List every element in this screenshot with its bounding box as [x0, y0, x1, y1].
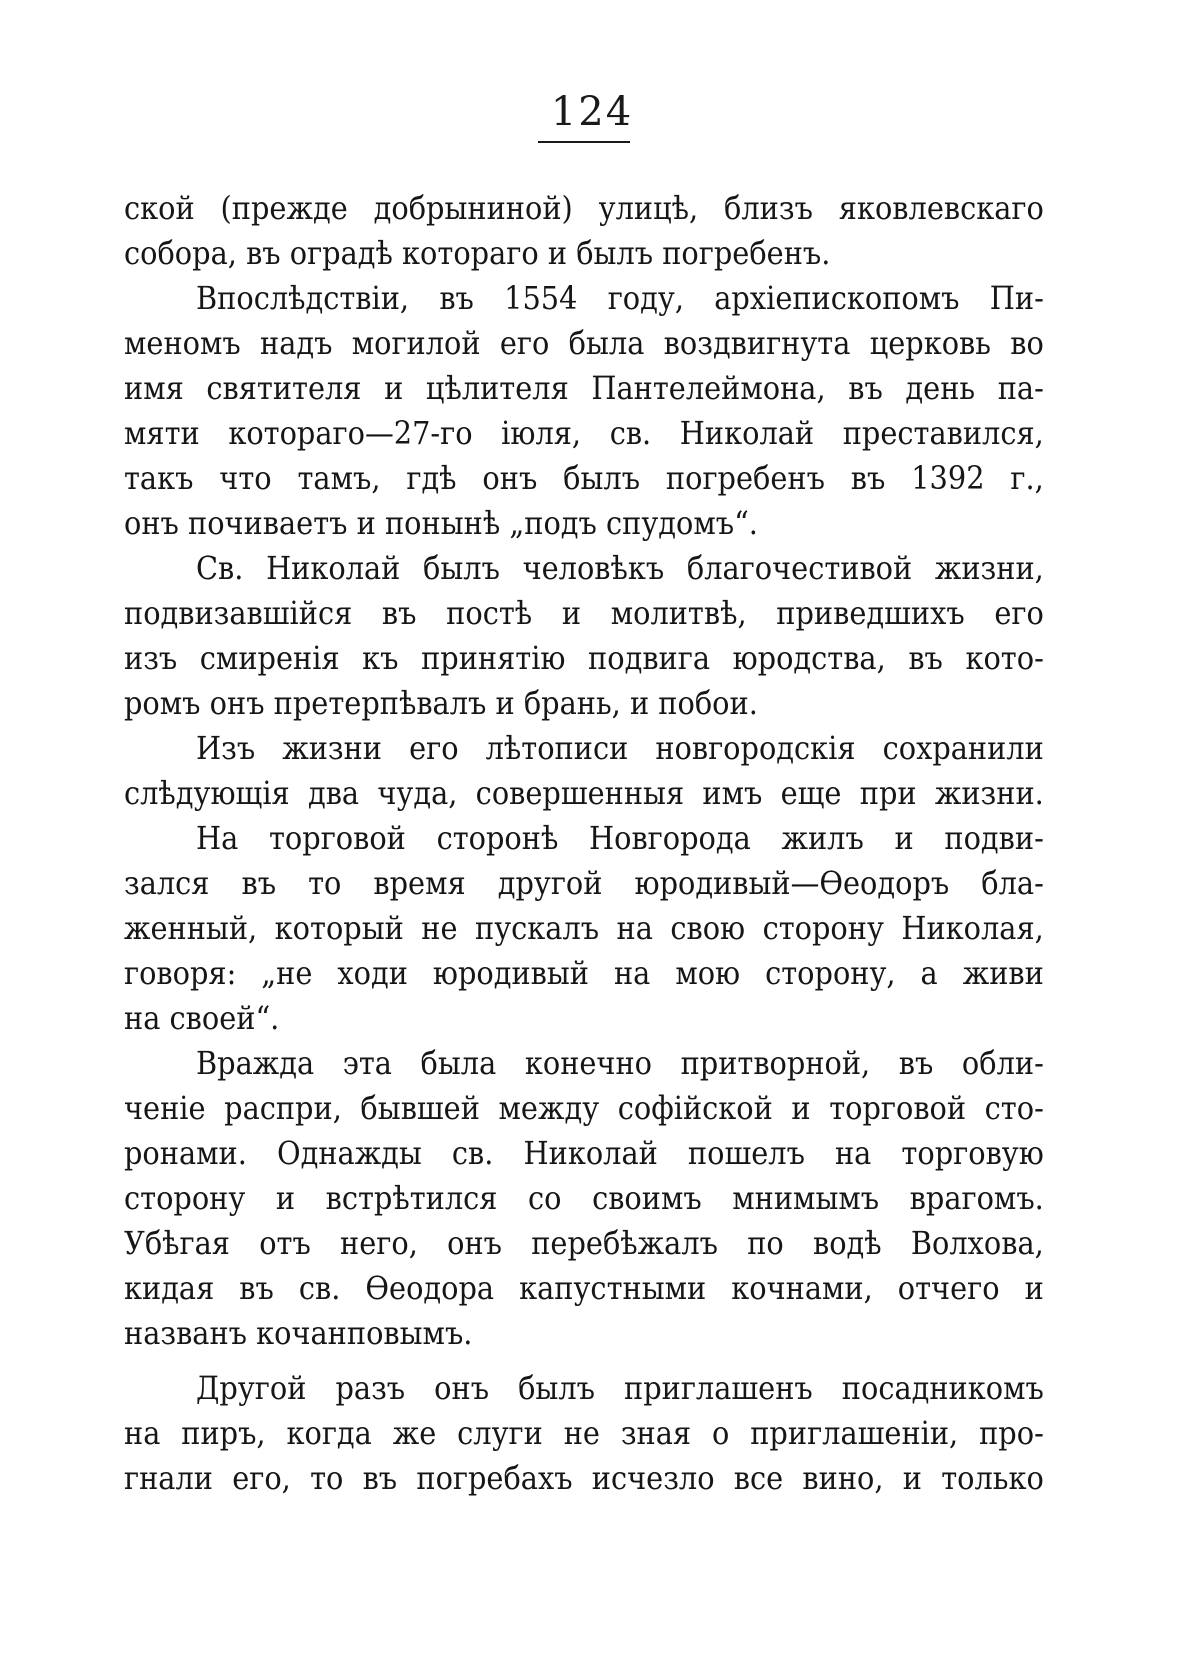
- text-line: Убѣгая отъ него, онъ перебѣжалъ по водѣ Волхова,: [124, 1224, 1044, 1262]
- text-line: Вражда эта была конечно притворной, въ обли-: [196, 1044, 1044, 1082]
- text-line: Св. Николай былъ человѣкъ благочестивой жизни,: [196, 549, 1044, 587]
- page-number-underline: [538, 141, 630, 143]
- text-line: Другой разъ онъ былъ приглашенъ посадникомъ: [196, 1369, 1044, 1407]
- text-line: ромъ онъ претерпѣвалъ и брань, и побои.: [124, 684, 758, 722]
- text-line: ченіе распри, бывшей между софійской и торговой сто-: [124, 1089, 1044, 1127]
- text-line: На торговой сторонѣ Новгорода жилъ и подви-: [196, 819, 1044, 857]
- text-line: подвизавшійся въ постѣ и молитвѣ, приведшихъ его: [124, 594, 1044, 632]
- text-line: Изъ жизни его лѣтописи новгородскія сохранили: [196, 729, 1044, 767]
- text-line: ской (прежде добрыниной) улицѣ, близъ яковлевскаго: [124, 189, 1044, 227]
- text-line: меномъ надъ могилой его была воздвигнута церковь во: [124, 324, 1044, 362]
- text-line: женный, который не пускалъ на свою сторону Николая,: [124, 909, 1044, 947]
- text-line: гнали его, то въ погребахъ исчезло все вино, и только: [124, 1459, 1044, 1497]
- text-line: собора, въ оградѣ котораго и былъ погребенъ.: [124, 234, 831, 272]
- page-number: 124: [550, 89, 634, 135]
- text-line: слѣдующія два чуда, совершенныя имъ еще при жизни.: [124, 774, 1044, 812]
- text-line: такъ что тамъ, гдѣ онъ былъ погребенъ въ 1392 г.,: [124, 459, 1044, 497]
- text-line: на своей“.: [124, 999, 280, 1037]
- text-line: названъ кочанповымъ.: [124, 1314, 473, 1352]
- text-line: ронами. Однажды св. Николай пошелъ на торговую: [124, 1134, 1044, 1172]
- text-line: говоря: „не ходи юродивый на мою сторону, а живи: [124, 954, 1044, 992]
- text-line: зался въ то время другой юродивый—Өеодоръ бла-: [124, 864, 1044, 902]
- page-number-area: [0, 88, 1184, 136]
- text-line: онъ почиваетъ и понынѣ „подъ спудомъ“.: [124, 504, 758, 542]
- text-line: мяти котораго—27-го іюля, св. Николай преставился,: [124, 414, 1044, 452]
- text-line: на пиръ, когда же слуги не зная о приглашеніи, про-: [124, 1414, 1044, 1452]
- text-line: сторону и встрѣтился со своимъ мнимымъ врагомъ.: [124, 1179, 1044, 1217]
- text-line: изъ смиренія къ принятію подвига юродства, въ кото-: [124, 639, 1044, 677]
- text-line: Впослѣдствіи, въ 1554 году, архіепископомъ Пи-: [196, 279, 1044, 317]
- text-line: кидая въ св. Өеодора капустными кочнами, отчего и: [124, 1269, 1044, 1307]
- text-line: имя святителя и цѣлителя Пантелеймона, въ день па-: [124, 369, 1044, 407]
